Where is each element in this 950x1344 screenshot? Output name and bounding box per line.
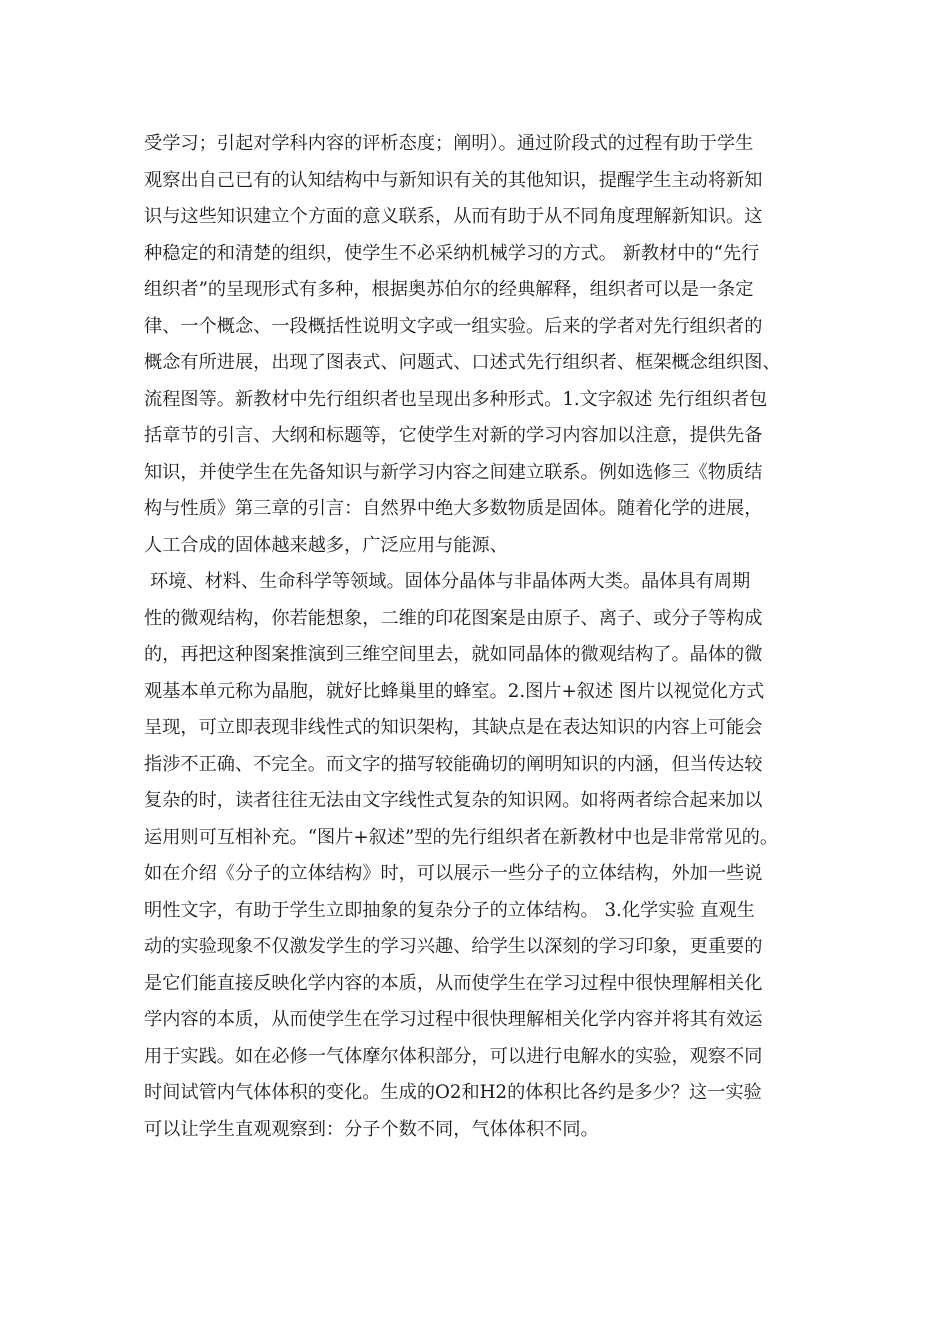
text-line-9: 括章节的引言、大纲和标题等，它使学生对新的学习内容加以注意，提供先备 bbox=[144, 425, 763, 446]
text-line-5: 组织者”的呈现形式有多种，根据奥苏伯尔的经典解释，组织者可以是一条定 bbox=[144, 279, 754, 300]
text-line-6: 律、一个概念、一段概括性说明文字或一组实验。后来的学者对先行组织者的 bbox=[144, 315, 763, 337]
text-line-4: 种稳定的和清楚的组织，使学生不必采纳机械学习的方式。 新教材中的“先行 bbox=[144, 242, 760, 264]
text-line-10: 知识，并使学生在先备知识与新学习内容之间建立联系。例如选修三《物质结 bbox=[144, 461, 763, 483]
text-line-22: 明性文字，有助于学生立即抽象的复杂分子的立体结构。 3.化学实验 直观生 bbox=[144, 899, 755, 921]
text-line-28: 可以让学生直观观察到：分子个数不同，气体体积不同。 bbox=[144, 1118, 599, 1140]
text-line-2: 观察出自己已有的认知结构中与新知识有关的其他知识，提醒学生主动将新知 bbox=[144, 169, 763, 191]
text-line-14: 性的微观结构，你若能想象，二维的印花图案是由原子、离子、或分子等构成 bbox=[144, 607, 763, 629]
text-line-11: 构与性质》第三章的引言：自然界中绝大多数物质是固体。随着化学的进展， bbox=[144, 498, 763, 519]
text-line-23: 动的实验现象不仅激发学生的学习兴趣、给学生以深刻的学习印象，更重要的 bbox=[144, 936, 763, 957]
text-line-12: 人工合成的固体越来越多，广泛应用与能源、 bbox=[144, 534, 508, 556]
text-line-20: 运用则可互相补充。“图片+叙述”型的先行组织者在新教材中也是非常常见的。 bbox=[144, 826, 779, 848]
text-line-8: 流程图等。新教材中先行组织者也呈现出多种形式。1.文字叙述 先行组织者包 bbox=[144, 388, 768, 410]
text-line-25: 学内容的本质，从而使学生在学习过程中很快理解相关化学内容并将其有效运 bbox=[144, 1009, 763, 1030]
text-line-17: 呈现，可立即表现非线性式的知识架构，其缺点是在表达知识的内容上可能会 bbox=[144, 717, 763, 738]
text-line-7: 概念有所进展，出现了图表式、问题式、口述式先行组织者、框架概念组织图、 bbox=[144, 352, 781, 373]
text-line-3: 识与这些知识建立个方面的意义联系，从而有助于从不同角度理解新知识。这 bbox=[144, 206, 763, 227]
text-line-26: 用于实践。如在必修一气体摩尔体积部分，可以进行电解水的实验，观察不同 bbox=[144, 1045, 763, 1067]
text-line-24: 是它们能直接反映化学内容的本质，从而使学生在学习过程中很快理解相关化 bbox=[144, 972, 763, 994]
body-text bbox=[144, 126, 834, 1148]
text-line-19: 复杂的时，读者往往无法由文字线性式复杂的知识网。如将两者综合起来加以 bbox=[144, 790, 763, 811]
text-line-16: 观基本单元称为晶胞，就好比蜂巢里的蜂室。2.图片+叙述 图片以视觉化方式 bbox=[144, 680, 765, 702]
text-line-1: 受学习；引起对学科内容的评析态度；阐明）。通过阶段式的过程有助于学生 bbox=[144, 133, 754, 154]
text-line-15: 的，再把这种图案推演到三维空间里去，就如同晶体的微观结构了。晶体的微 bbox=[144, 644, 763, 665]
text-line-13: 环境、材料、生命科学等领域。固体分晶体与非晶体两大类。晶体具有周期 bbox=[150, 571, 751, 592]
text-line-21: 如在介绍《分子的立体结构》时，可以展示一些分子的立体结构，外加一些说 bbox=[144, 863, 763, 884]
text-line-18: 指涉不正确、不完全。而文字的描写较能确切的阐明知识的内涵，但当传达较 bbox=[144, 753, 763, 775]
text-line-27: 时间试管内气体体积的变化。生成的O2和H2的体积比各约是多少？这一实验 bbox=[144, 1082, 762, 1103]
